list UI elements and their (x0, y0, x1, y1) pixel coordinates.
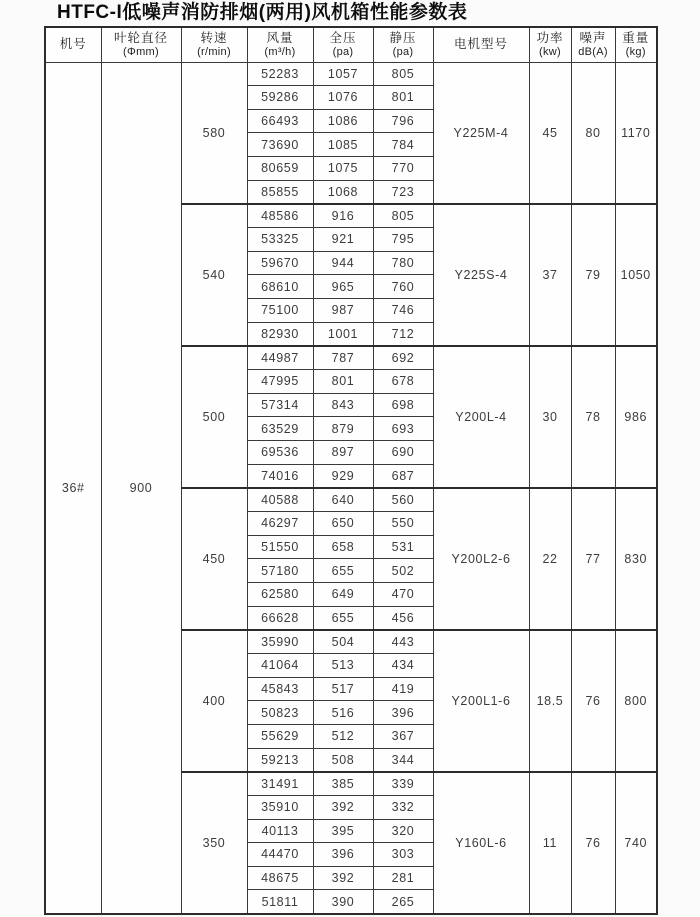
weight-cell: 800 (615, 630, 657, 772)
speed-cell: 400 (181, 630, 247, 772)
header-unit: (r/min) (197, 45, 231, 58)
static-pressure-cell: 698 (373, 393, 433, 417)
header-unit: dB(A) (578, 45, 608, 58)
total-pressure-cell: 843 (313, 393, 373, 417)
col-header-motor-model (433, 27, 529, 62)
total-pressure-cell: 921 (313, 228, 373, 252)
static-pressure-cell: 320 (373, 819, 433, 843)
airflow-cell: 59670 (247, 251, 313, 275)
noise-cell: 77 (571, 488, 615, 630)
airflow-cell: 82930 (247, 322, 313, 346)
speed-cell: 540 (181, 204, 247, 346)
speed-cell: 500 (181, 346, 247, 488)
col-header-weight (615, 27, 657, 62)
total-pressure-cell: 517 (313, 677, 373, 701)
airflow-cell: 59286 (247, 86, 313, 110)
weight-cell: 1170 (615, 62, 657, 204)
total-pressure-cell: 916 (313, 204, 373, 228)
static-pressure-cell: 805 (373, 204, 433, 228)
static-pressure-cell: 265 (373, 890, 433, 914)
fan-spec-table (44, 26, 658, 915)
weight-cell: 1050 (615, 204, 657, 346)
header-unit: (pa) (392, 45, 414, 58)
speed-cell: 580 (181, 62, 247, 204)
static-pressure-cell: 723 (373, 180, 433, 204)
header-label: 噪声 (579, 30, 607, 45)
static-pressure-cell: 801 (373, 86, 433, 110)
static-pressure-cell: 687 (373, 464, 433, 488)
power-cell: 22 (529, 488, 571, 630)
airflow-cell: 51550 (247, 535, 313, 559)
static-pressure-cell: 760 (373, 275, 433, 299)
airflow-cell: 45843 (247, 677, 313, 701)
noise-cell: 76 (571, 772, 615, 914)
static-pressure-cell: 795 (373, 228, 433, 252)
total-pressure-cell: 1086 (313, 109, 373, 133)
airflow-cell: 66628 (247, 606, 313, 630)
col-header-static-pressure (373, 27, 433, 62)
document-page (0, 2, 700, 915)
total-pressure-cell: 504 (313, 630, 373, 654)
col-header-power (529, 27, 571, 62)
static-pressure-cell: 746 (373, 299, 433, 323)
static-pressure-cell: 281 (373, 866, 433, 890)
header-label: 电机型号 (453, 37, 508, 52)
header-label: 重量 (622, 30, 650, 45)
airflow-cell: 80659 (247, 157, 313, 181)
static-pressure-cell: 303 (373, 843, 433, 867)
header-unit: (pa) (332, 45, 354, 58)
airflow-cell: 35910 (247, 795, 313, 819)
airflow-cell: 41064 (247, 653, 313, 677)
total-pressure-cell: 1085 (313, 133, 373, 157)
total-pressure-cell: 658 (313, 535, 373, 559)
static-pressure-cell: 780 (373, 251, 433, 275)
static-pressure-cell: 531 (373, 535, 433, 559)
static-pressure-cell: 434 (373, 653, 433, 677)
motor-model-cell: Y225S-4 (433, 204, 529, 346)
static-pressure-cell: 690 (373, 441, 433, 465)
impeller-diameter-cell: 900 (101, 62, 181, 914)
motor-model-cell: Y160L-6 (433, 772, 529, 914)
col-header-machine-no (45, 27, 101, 62)
static-pressure-cell: 678 (373, 370, 433, 394)
static-pressure-cell: 693 (373, 417, 433, 441)
total-pressure-cell: 929 (313, 464, 373, 488)
total-pressure-cell: 640 (313, 488, 373, 512)
airflow-cell: 55629 (247, 724, 313, 748)
col-header-noise (571, 27, 615, 62)
static-pressure-cell: 344 (373, 748, 433, 772)
col-header-speed (181, 27, 247, 62)
noise-cell: 80 (571, 62, 615, 204)
airflow-cell: 47995 (247, 370, 313, 394)
airflow-cell: 68610 (247, 275, 313, 299)
noise-cell: 76 (571, 630, 615, 772)
total-pressure-cell: 965 (313, 275, 373, 299)
noise-cell: 79 (571, 204, 615, 346)
weight-cell: 830 (615, 488, 657, 630)
motor-model-cell: Y200L1-6 (433, 630, 529, 772)
airflow-cell: 31491 (247, 772, 313, 796)
col-header-airflow (247, 27, 313, 62)
noise-cell: 78 (571, 346, 615, 488)
airflow-cell: 50823 (247, 701, 313, 725)
total-pressure-cell: 395 (313, 819, 373, 843)
power-cell: 37 (529, 204, 571, 346)
total-pressure-cell: 1001 (313, 322, 373, 346)
col-header-impeller-diameter (101, 27, 181, 62)
total-pressure-cell: 1076 (313, 86, 373, 110)
static-pressure-cell: 470 (373, 582, 433, 606)
static-pressure-cell: 332 (373, 795, 433, 819)
weight-cell: 986 (615, 346, 657, 488)
static-pressure-cell: 796 (373, 109, 433, 133)
airflow-cell: 48586 (247, 204, 313, 228)
total-pressure-cell: 512 (313, 724, 373, 748)
static-pressure-cell: 692 (373, 346, 433, 370)
col-header-total-pressure (313, 27, 373, 62)
airflow-cell: 66493 (247, 109, 313, 133)
machine-no-cell: 36# (45, 62, 101, 914)
page-title: HTFC-I低噪声消防排烟(两用)风机箱性能参数表 (57, 2, 468, 23)
weight-cell: 740 (615, 772, 657, 914)
airflow-cell: 44987 (247, 346, 313, 370)
airflow-cell: 59213 (247, 748, 313, 772)
total-pressure-cell: 655 (313, 606, 373, 630)
table-row (45, 62, 657, 86)
total-pressure-cell: 513 (313, 653, 373, 677)
static-pressure-cell: 784 (373, 133, 433, 157)
airflow-cell: 75100 (247, 299, 313, 323)
total-pressure-cell: 897 (313, 441, 373, 465)
total-pressure-cell: 650 (313, 511, 373, 535)
total-pressure-cell: 801 (313, 370, 373, 394)
total-pressure-cell: 1057 (313, 62, 373, 86)
header-row (45, 27, 657, 62)
motor-model-cell: Y225M-4 (433, 62, 529, 204)
total-pressure-cell: 987 (313, 299, 373, 323)
total-pressure-cell: 396 (313, 843, 373, 867)
power-cell: 11 (529, 772, 571, 914)
header-label: 转速 (200, 30, 228, 45)
static-pressure-cell: 443 (373, 630, 433, 654)
static-pressure-cell: 419 (373, 677, 433, 701)
header-label: 风量 (266, 30, 294, 45)
header-unit: (Φmm) (123, 45, 159, 58)
total-pressure-cell: 390 (313, 890, 373, 914)
total-pressure-cell: 508 (313, 748, 373, 772)
power-cell: 45 (529, 62, 571, 204)
airflow-cell: 57314 (247, 393, 313, 417)
static-pressure-cell: 560 (373, 488, 433, 512)
airflow-cell: 74016 (247, 464, 313, 488)
static-pressure-cell: 770 (373, 157, 433, 181)
header-label: 机号 (59, 37, 87, 52)
header-unit: (m³/h) (264, 45, 296, 58)
static-pressure-cell: 456 (373, 606, 433, 630)
airflow-cell: 62580 (247, 582, 313, 606)
airflow-cell: 57180 (247, 559, 313, 583)
static-pressure-cell: 712 (373, 322, 433, 346)
total-pressure-cell: 1068 (313, 180, 373, 204)
airflow-cell: 48675 (247, 866, 313, 890)
power-cell: 18.5 (529, 630, 571, 772)
total-pressure-cell: 392 (313, 866, 373, 890)
airflow-cell: 35990 (247, 630, 313, 654)
airflow-cell: 52283 (247, 62, 313, 86)
header-label: 叶轮直径 (113, 30, 168, 45)
total-pressure-cell: 787 (313, 346, 373, 370)
airflow-cell: 53325 (247, 228, 313, 252)
header-label: 静压 (389, 30, 417, 45)
total-pressure-cell: 1075 (313, 157, 373, 181)
total-pressure-cell: 392 (313, 795, 373, 819)
airflow-cell: 63529 (247, 417, 313, 441)
motor-model-cell: Y200L-4 (433, 346, 529, 488)
static-pressure-cell: 339 (373, 772, 433, 796)
airflow-cell: 69536 (247, 441, 313, 465)
motor-model-cell: Y200L2-6 (433, 488, 529, 630)
speed-cell: 350 (181, 772, 247, 914)
static-pressure-cell: 367 (373, 724, 433, 748)
airflow-cell: 40588 (247, 488, 313, 512)
airflow-cell: 44470 (247, 843, 313, 867)
airflow-cell: 73690 (247, 133, 313, 157)
total-pressure-cell: 944 (313, 251, 373, 275)
total-pressure-cell: 385 (313, 772, 373, 796)
static-pressure-cell: 396 (373, 701, 433, 725)
header-unit: (kw) (539, 45, 561, 58)
total-pressure-cell: 655 (313, 559, 373, 583)
static-pressure-cell: 805 (373, 62, 433, 86)
total-pressure-cell: 516 (313, 701, 373, 725)
speed-cell: 450 (181, 488, 247, 630)
total-pressure-cell: 649 (313, 582, 373, 606)
static-pressure-cell: 550 (373, 511, 433, 535)
airflow-cell: 40113 (247, 819, 313, 843)
airflow-cell: 46297 (247, 511, 313, 535)
airflow-cell: 51811 (247, 890, 313, 914)
header-label: 功率 (536, 30, 564, 45)
total-pressure-cell: 879 (313, 417, 373, 441)
airflow-cell: 85855 (247, 180, 313, 204)
header-unit: (kg) (625, 45, 646, 58)
header-label: 全压 (329, 30, 357, 45)
power-cell: 30 (529, 346, 571, 488)
static-pressure-cell: 502 (373, 559, 433, 583)
